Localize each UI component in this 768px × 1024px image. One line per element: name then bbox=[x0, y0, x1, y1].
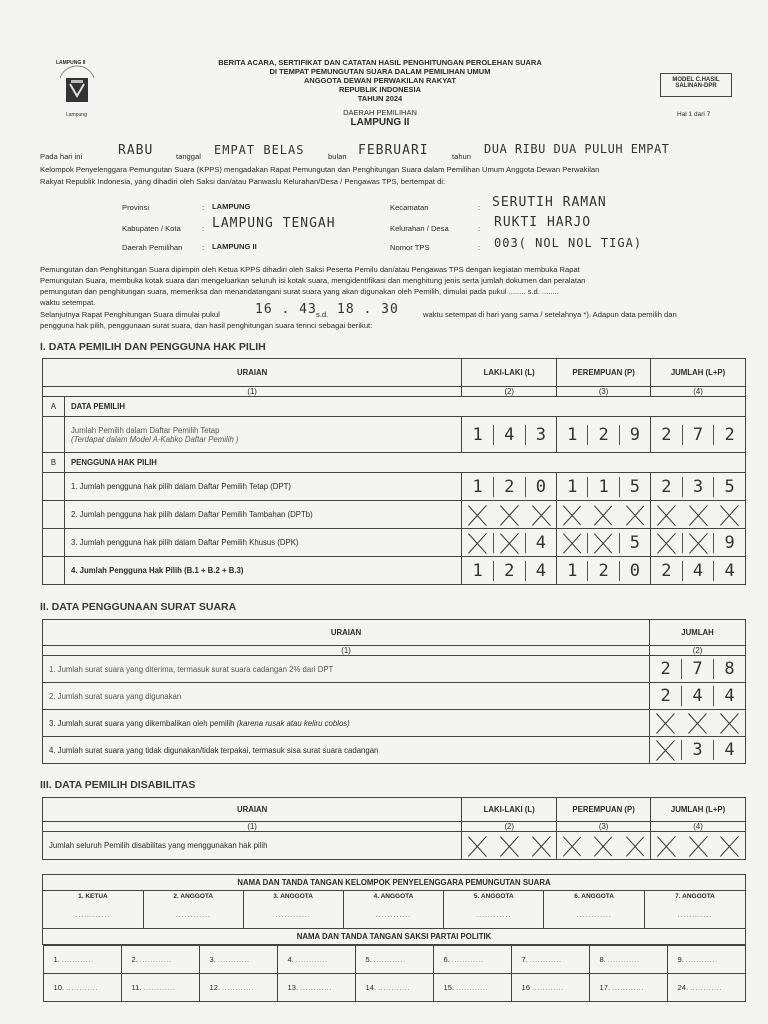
b3-perempuan-digit-1 bbox=[557, 533, 587, 553]
section2-table bbox=[42, 619, 746, 764]
kabupaten-label: Kabupaten / Kota bbox=[122, 224, 181, 233]
saksi-signature-cell bbox=[121, 946, 199, 974]
s3-r1-label: Jumlah seluruh Pemilih disabilitas yang menggunakan hak pilih bbox=[43, 832, 462, 860]
s1-b1-spacer bbox=[43, 473, 65, 501]
kecamatan-label: Kecamatan bbox=[390, 203, 429, 212]
s1-b-title: PENGGUNA HAK PILIH bbox=[64, 453, 745, 473]
s2-num-2: (2) bbox=[650, 646, 746, 656]
saksi-signature-cell bbox=[277, 974, 355, 1002]
saksi-signature-line: ............ bbox=[378, 986, 411, 992]
kpps-role: 4. ANGGOTA bbox=[373, 893, 414, 900]
s2-r4-digit-2: 3 bbox=[681, 740, 713, 760]
s2-r2-digit-2: 4 bbox=[681, 686, 713, 706]
saksi-signature-cell bbox=[511, 946, 589, 974]
dpt-jumlah-digit-2: 7 bbox=[682, 425, 714, 445]
saksi-number: 5. bbox=[365, 955, 372, 964]
saksi-signature-line: ............ bbox=[685, 958, 718, 964]
kpps-signature-cell bbox=[343, 891, 444, 929]
b3-perempuan-digit-3: 5 bbox=[619, 533, 650, 553]
s2-r1-digit-2: 7 bbox=[681, 659, 713, 679]
b1-jumlah-boxes bbox=[651, 477, 745, 497]
s1-num-3: (3) bbox=[557, 387, 651, 397]
b3-jumlah-digit-1 bbox=[651, 533, 682, 553]
saksi-number: 12. bbox=[209, 983, 221, 992]
b1-laki-boxes bbox=[462, 477, 556, 497]
daerah-value: LAMPUNG II bbox=[350, 117, 410, 128]
s2-r1-label: 1. Jumlah surat suara yang diterima, termasuk surat suara cadangan 2% dari DPT bbox=[43, 656, 650, 683]
kpps-signature-line: ............ bbox=[576, 912, 612, 919]
s1-col-laki: LAKI-LAKI (L) bbox=[462, 359, 557, 387]
kpps-signature-cell bbox=[243, 891, 343, 929]
saksi-signature-cell bbox=[433, 974, 511, 1002]
kpps-role: 7. ANGGOTA bbox=[675, 893, 715, 900]
saksi-signature-line: ............ bbox=[295, 958, 328, 964]
s1-b2-label: 2. Jumlah pengguna hak pilih dalam Daftar Pemilih Tambahan (DPTb) bbox=[64, 501, 461, 529]
kpps-signature-cell bbox=[645, 891, 746, 929]
b4-perempuan-boxes bbox=[557, 561, 650, 581]
s2-r1-digit-1: 2 bbox=[660, 659, 671, 679]
saksi-number: 11. bbox=[131, 983, 142, 992]
dapil-value: LAMPUNG II bbox=[212, 242, 257, 251]
saksi-number: 1. bbox=[53, 955, 60, 964]
s1-a-letter: A bbox=[43, 397, 65, 417]
saksi-signature-cell bbox=[511, 974, 589, 1002]
opening-paragraph-line-1: Kelompok Penyelenggara Pemungutan Suara (KPPS) mengadakan Rapat Pemungutan dan Penghitungan Suara dalam Pemilihan Umum Anggota Dewan Perwakilan bbox=[40, 165, 600, 174]
b4-jumlah-digit-3: 4 bbox=[713, 561, 745, 581]
saksi-signature-line: ............ bbox=[456, 986, 489, 992]
b4-perempuan-digit-1: 1 bbox=[567, 560, 578, 581]
kpps-signature-line: ............ bbox=[375, 912, 412, 919]
b4-laki-digit-2: 2 bbox=[493, 561, 525, 581]
kpps-role: 5. ANGGOTA bbox=[473, 893, 514, 900]
saksi-signature-line: ............ bbox=[607, 958, 640, 964]
section1-table bbox=[42, 358, 746, 585]
kpps-signature-line: ............ bbox=[476, 912, 512, 919]
section3-table bbox=[42, 797, 746, 860]
s1-a-spacer bbox=[43, 417, 65, 453]
time-start: 16 . 43 bbox=[255, 302, 317, 317]
s2-r4-boxes bbox=[650, 740, 745, 760]
paragraph2-line-6: pengguna hak pilih, penggunaan surat suara, dan hasil penghitungan suara terinci sebagai berikut: bbox=[40, 321, 373, 330]
b3-jumlah-boxes bbox=[651, 533, 745, 553]
saksi-signature-line: ............ bbox=[300, 986, 333, 992]
s1-a-row-label bbox=[64, 417, 461, 453]
dpt-laki-digit-3: 3 bbox=[525, 425, 557, 445]
title-line-3: ANGGOTA DEWAN PERWAKILAN RAKYAT bbox=[304, 76, 456, 85]
kpps-signature-cell bbox=[143, 891, 243, 929]
saksi-signature-cell bbox=[589, 946, 667, 974]
kpps-signature-line: ............ bbox=[75, 912, 111, 919]
saksi-number: 15. bbox=[443, 983, 455, 992]
saksi-signature-line: ............ bbox=[139, 958, 172, 964]
b3-laki-boxes bbox=[462, 533, 556, 553]
time-end: 18 . 30 bbox=[337, 302, 399, 317]
saksi-number: 6. bbox=[443, 955, 450, 964]
kpps-title: NAMA DAN TANDA TANGAN KELOMPOK PENYELENGGARA PEMUNGUTAN SUARA bbox=[43, 875, 746, 891]
b1-jumlah-digit-3: 5 bbox=[713, 477, 745, 497]
page-number: Hal 1 dari 7 bbox=[677, 111, 711, 118]
kecamatan-value: SERUTIH RAMAN bbox=[492, 195, 607, 210]
saksi-signature-line: ............ bbox=[66, 986, 99, 992]
signature-table bbox=[42, 874, 746, 1002]
s3-num-1: (1) bbox=[43, 822, 462, 832]
b4-laki-digit-3: 4 bbox=[525, 561, 557, 581]
saksi-signature-line: ............ bbox=[143, 986, 176, 992]
b1-perempuan-digit-1: 1 bbox=[567, 476, 578, 497]
logo-top-text: LAMPUNG II bbox=[56, 60, 86, 66]
s1-b1-label: 1. Jumlah pengguna hak pilih dalam Daftar Pemilih Tetap (DPT) bbox=[64, 473, 461, 501]
kpps-role: 3. ANGGOTA bbox=[273, 893, 313, 900]
bulan-label: bulan bbox=[328, 152, 347, 161]
saksi-signature-cell bbox=[121, 974, 199, 1002]
kpps-signature-line: ............ bbox=[677, 912, 713, 919]
b1-perempuan-boxes bbox=[557, 477, 650, 497]
tanggal-value: EMPAT BELAS bbox=[214, 143, 305, 157]
s3-col-laki: LAKI-LAKI (L) bbox=[462, 798, 557, 822]
model-box bbox=[660, 73, 732, 97]
kpps-role: 6. ANGGOTA bbox=[574, 893, 614, 900]
s1-num-2: (2) bbox=[462, 387, 557, 397]
kpps-signature-cell bbox=[444, 891, 544, 929]
b4-perempuan-digit-3: 0 bbox=[619, 561, 650, 581]
tps-colon: : bbox=[478, 243, 481, 252]
s3-num-2: (2) bbox=[462, 822, 557, 832]
b4-laki-digit-1: 1 bbox=[472, 560, 483, 581]
model-line-2: SALINAN-DPR bbox=[675, 83, 717, 89]
dpt-laki-boxes bbox=[462, 425, 556, 445]
saksi-signature-line: ............ bbox=[373, 958, 406, 964]
saksi-signature-line: ............ bbox=[222, 986, 255, 992]
s2-r2-label: 2. Jumlah surat suara yang digunakan bbox=[43, 683, 650, 710]
saksi-title: NAMA DAN TANDA TANGAN SAKSI PARTAI POLITIK bbox=[43, 929, 746, 945]
tps-label: Nomor TPS bbox=[390, 243, 430, 252]
saksi-signature-line: ............ bbox=[217, 958, 250, 964]
saksi-signature-line: ............ bbox=[61, 958, 94, 964]
tahun-value: DUA RIBU DUA PULUH EMPAT bbox=[484, 142, 670, 156]
s3-col-uraian: URAIAN bbox=[43, 798, 462, 822]
section3-title: III. DATA PEMILIH DISABILITAS bbox=[40, 779, 196, 791]
saksi-number: 2. bbox=[131, 955, 138, 964]
b3-laki-digit-2 bbox=[493, 533, 525, 553]
saksi-signature-line: ............ bbox=[690, 986, 723, 992]
s3-col-perempuan: PEREMPUAN (P) bbox=[557, 798, 651, 822]
b4-jumlah-digit-2: 4 bbox=[682, 561, 714, 581]
s2-col-uraian: URAIAN bbox=[43, 620, 650, 646]
kabupaten-colon: : bbox=[202, 224, 205, 233]
saksi-number: 9. bbox=[677, 955, 684, 964]
saksi-signature-cell bbox=[355, 946, 433, 974]
dpt-jumlah-digit-1: 2 bbox=[661, 424, 672, 445]
paragraph2-line-5b: waktu setempat di hari yang sama / setelahnya *). Adapun data pemilih dan bbox=[423, 310, 677, 319]
b1-laki-digit-2: 2 bbox=[493, 477, 525, 497]
bulan-value: FEBRUARI bbox=[358, 143, 429, 158]
tanggal-label: tanggal bbox=[176, 152, 201, 161]
kpps-signature-cell bbox=[544, 891, 645, 929]
saksi-number: 14. bbox=[365, 983, 377, 992]
b1-laki-digit-3: 0 bbox=[525, 477, 557, 497]
b4-perempuan-digit-2: 2 bbox=[587, 561, 618, 581]
saksi-number: 8. bbox=[599, 955, 606, 964]
tahun-label: tahun bbox=[452, 152, 472, 161]
b4-laki-boxes bbox=[462, 561, 556, 581]
title-line-1: BERITA ACARA, SERTIFIKAT DAN CATATAN HASIL PENGHITUNGAN PEROLEHAN SUARA bbox=[218, 58, 542, 67]
opening-paragraph-line-2: Rakyat Republik Indonesia, yang dihadiri oleh Saksi dan/atau Panwaslu Kelurahan/Desa / Pengawas TPS, bertempat di: bbox=[40, 177, 446, 186]
b1-perempuan-digit-3: 5 bbox=[619, 477, 650, 497]
s1-a-title: DATA PEMILIH bbox=[64, 397, 745, 417]
s1-col-uraian: URAIAN bbox=[43, 359, 462, 387]
b3-jumlah-digit-2 bbox=[682, 533, 714, 553]
s1-b-letter: B bbox=[43, 453, 65, 473]
saksi-signature-cell bbox=[199, 946, 277, 974]
saksi-signature-cell bbox=[355, 974, 433, 1002]
saksi-signature-line: ............ bbox=[451, 958, 484, 964]
section2-title: II. DATA PENGGUNAAN SURAT SUARA bbox=[40, 601, 237, 613]
b3-laki-digit-1 bbox=[462, 533, 493, 553]
s2-r4-label: 4. Jumlah surat suara yang tidak digunakan/tidak terpakai, termasuk sisa surat suara cadangan bbox=[43, 737, 650, 764]
time-sd: s.d. bbox=[316, 310, 329, 319]
dpt-jumlah-digit-3: 2 bbox=[713, 425, 745, 445]
saksi-signature-cell bbox=[277, 946, 355, 974]
document-title bbox=[170, 58, 590, 129]
b1-jumlah-digit-1: 2 bbox=[661, 476, 672, 497]
kelurahan-value: RUKTI HARJO bbox=[494, 215, 592, 230]
b3-perempuan-boxes bbox=[557, 533, 650, 553]
s1-b3-label: 3. Jumlah pengguna hak pilih dalam Daftar Pemilih Khusus (DPK) bbox=[64, 529, 461, 557]
paragraph2-line-1: Pemungutan dan Penghitungan Suara dipimpin oleh Ketua KPPS dihadiri oleh Saksi Peserta Pemilu dan/atau Pengawas TPS dengan kegiatan membuka Rapat bbox=[40, 265, 580, 274]
model-line-1: MODEL C.HASIL bbox=[672, 77, 720, 83]
s1-col-jumlah: JUMLAH (L+P) bbox=[651, 359, 746, 387]
title-line-2: DI TEMPAT PEMUNGUTAN SUARA DALAM PEMILIHAN UMUM bbox=[269, 67, 491, 76]
pada-hari-ini-label: Pada hari ini bbox=[40, 152, 83, 161]
s1-num-4: (4) bbox=[651, 387, 746, 397]
saksi-number: 10. bbox=[53, 983, 65, 992]
saksi-number: 24. bbox=[677, 983, 689, 992]
s2-num-1: (1) bbox=[43, 646, 650, 656]
dpt-perempuan-boxes bbox=[557, 425, 650, 445]
s2-r4-digit-1 bbox=[650, 740, 681, 760]
saksi-number: 7. bbox=[521, 955, 528, 964]
b3-perempuan-digit-2 bbox=[587, 533, 618, 553]
kpps-role: 2. ANGGOTA bbox=[173, 893, 214, 900]
kpps-signature-cell bbox=[43, 891, 144, 929]
kecamatan-colon: : bbox=[478, 203, 481, 212]
s1-b3-spacer bbox=[43, 529, 65, 557]
kabupaten-value: LAMPUNG TENGAH bbox=[212, 216, 336, 231]
s2-col-jumlah: JUMLAH bbox=[650, 620, 746, 646]
dpt-laki-digit-2: 4 bbox=[493, 425, 525, 445]
s1-col-perempuan: PEREMPUAN (P) bbox=[557, 359, 651, 387]
s2-r4-digit-3: 4 bbox=[713, 740, 745, 760]
title-line-5: TAHUN 2024 bbox=[357, 94, 403, 103]
s2-r3-label-note: (karena rusak atau keliru coblos) bbox=[236, 718, 350, 728]
s2-r2-digit-3: 4 bbox=[713, 686, 745, 706]
b4-jumlah-digit-1: 2 bbox=[661, 560, 672, 581]
s1-a-row-line1: Jumlah Pemilih dalam Daftar Pemilih Tetap bbox=[70, 425, 220, 435]
dpt-perempuan-digit-1: 1 bbox=[567, 424, 578, 445]
saksi-signature-cell bbox=[667, 946, 745, 974]
s1-b4-spacer bbox=[43, 557, 65, 585]
provinsi-colon: : bbox=[202, 203, 205, 212]
saksi-signature-line: ............ bbox=[529, 958, 562, 964]
saksi-signature-cell bbox=[43, 974, 121, 1002]
b1-perempuan-digit-2: 1 bbox=[587, 477, 618, 497]
provinsi-label: Provinsi bbox=[122, 203, 150, 212]
saksi-number: 4. bbox=[287, 955, 294, 964]
paragraph2-line-5a: Selanjutnya Rapat Penghitungan Suara dimulai pukul bbox=[40, 310, 220, 319]
tps-value: 003( NOL NOL TIGA) bbox=[494, 236, 643, 250]
kelurahan-label: Kelurahan / Desa bbox=[390, 224, 449, 233]
s1-b4-label: 4. Jumlah Pengguna Hak Pilih (B.1 + B.2 + B.3) bbox=[64, 557, 461, 585]
daerah-label: DAERAH PEMILIHAN bbox=[343, 108, 417, 117]
saksi-number: 3. bbox=[209, 955, 216, 964]
kpps-signature-line: ............ bbox=[175, 912, 211, 919]
dpt-laki-digit-1: 1 bbox=[472, 424, 483, 445]
saksi-number: 16 bbox=[521, 983, 530, 992]
dpt-perempuan-digit-2: 2 bbox=[587, 425, 618, 445]
kelurahan-colon: : bbox=[478, 224, 481, 233]
saksi-number: 17. bbox=[599, 983, 611, 992]
saksi-signature-cell bbox=[433, 946, 511, 974]
b1-laki-digit-1: 1 bbox=[472, 476, 483, 497]
b4-jumlah-boxes bbox=[651, 561, 745, 581]
kpps-signature-line: ............ bbox=[275, 912, 311, 919]
s1-a-row-line2: (Terdapat dalam Model A-Kabko Daftar Pemilih ) bbox=[70, 434, 239, 444]
s1-b2-spacer bbox=[43, 501, 65, 529]
s2-r2-digit-1: 2 bbox=[660, 686, 671, 706]
saksi-signature-cell bbox=[589, 974, 667, 1002]
s2-r1-digit-3: 8 bbox=[713, 659, 745, 679]
provinsi-value: LAMPUNG bbox=[212, 202, 251, 211]
s3-num-3: (3) bbox=[557, 822, 651, 832]
s2-r1-boxes bbox=[650, 659, 745, 679]
s2-r3-label-main: 3. Jumlah surat suara yang dikembalikan oleh pemilih bbox=[49, 718, 235, 728]
title-line-4: REPUBLIK INDONESIA bbox=[338, 85, 422, 94]
b3-jumlah-digit-3: 9 bbox=[713, 533, 745, 553]
paragraph2-line-4: waktu setempat. bbox=[40, 298, 96, 307]
saksi-signature-cell bbox=[199, 974, 277, 1002]
logo-bottom-text: Lampung bbox=[66, 112, 87, 118]
hari-value: RABU bbox=[118, 143, 154, 158]
s3-num-4: (4) bbox=[651, 822, 746, 832]
saksi-number: 13. bbox=[287, 983, 299, 992]
paragraph2-line-2: Pemungutan Suara, membuka kotak suara dan mengeluarkan seluruh isi kotak suara, mengidentifikasi dan menghitung jenis serta jumlah dokumen dan peralatan bbox=[40, 276, 586, 285]
s2-r2-boxes bbox=[650, 686, 745, 706]
dpt-perempuan-digit-3: 9 bbox=[619, 425, 650, 445]
section1-title: I. DATA PEMILIH DAN PENGGUNA HAK PILIH bbox=[40, 341, 266, 353]
kpps-role: 1. KETUA bbox=[78, 893, 108, 900]
paragraph2-line-3: pemungutan dan penghitungan suara, memeriksa dan menandatangani surat suara yang akan digunakan oleh Pemilih, dimulai pada pukul ........ s.d. ........ bbox=[40, 287, 559, 296]
logo bbox=[52, 60, 102, 122]
dapil-colon: : bbox=[202, 243, 205, 252]
s3-col-jumlah: JUMLAH (L+P) bbox=[651, 798, 746, 822]
s2-r3-label bbox=[43, 710, 650, 737]
dapil-label: Daerah Pemilihan bbox=[122, 243, 183, 252]
s1-num-1: (1) bbox=[43, 387, 462, 397]
saksi-signature-cell bbox=[43, 946, 121, 974]
saksi-signature-line: ............ bbox=[612, 986, 645, 992]
saksi-signature-cell bbox=[667, 974, 745, 1002]
b1-jumlah-digit-2: 3 bbox=[682, 477, 714, 497]
saksi-signature-line: ............ bbox=[532, 986, 565, 992]
b3-laki-digit-3: 4 bbox=[525, 533, 557, 553]
dpt-jumlah-boxes bbox=[651, 425, 745, 445]
